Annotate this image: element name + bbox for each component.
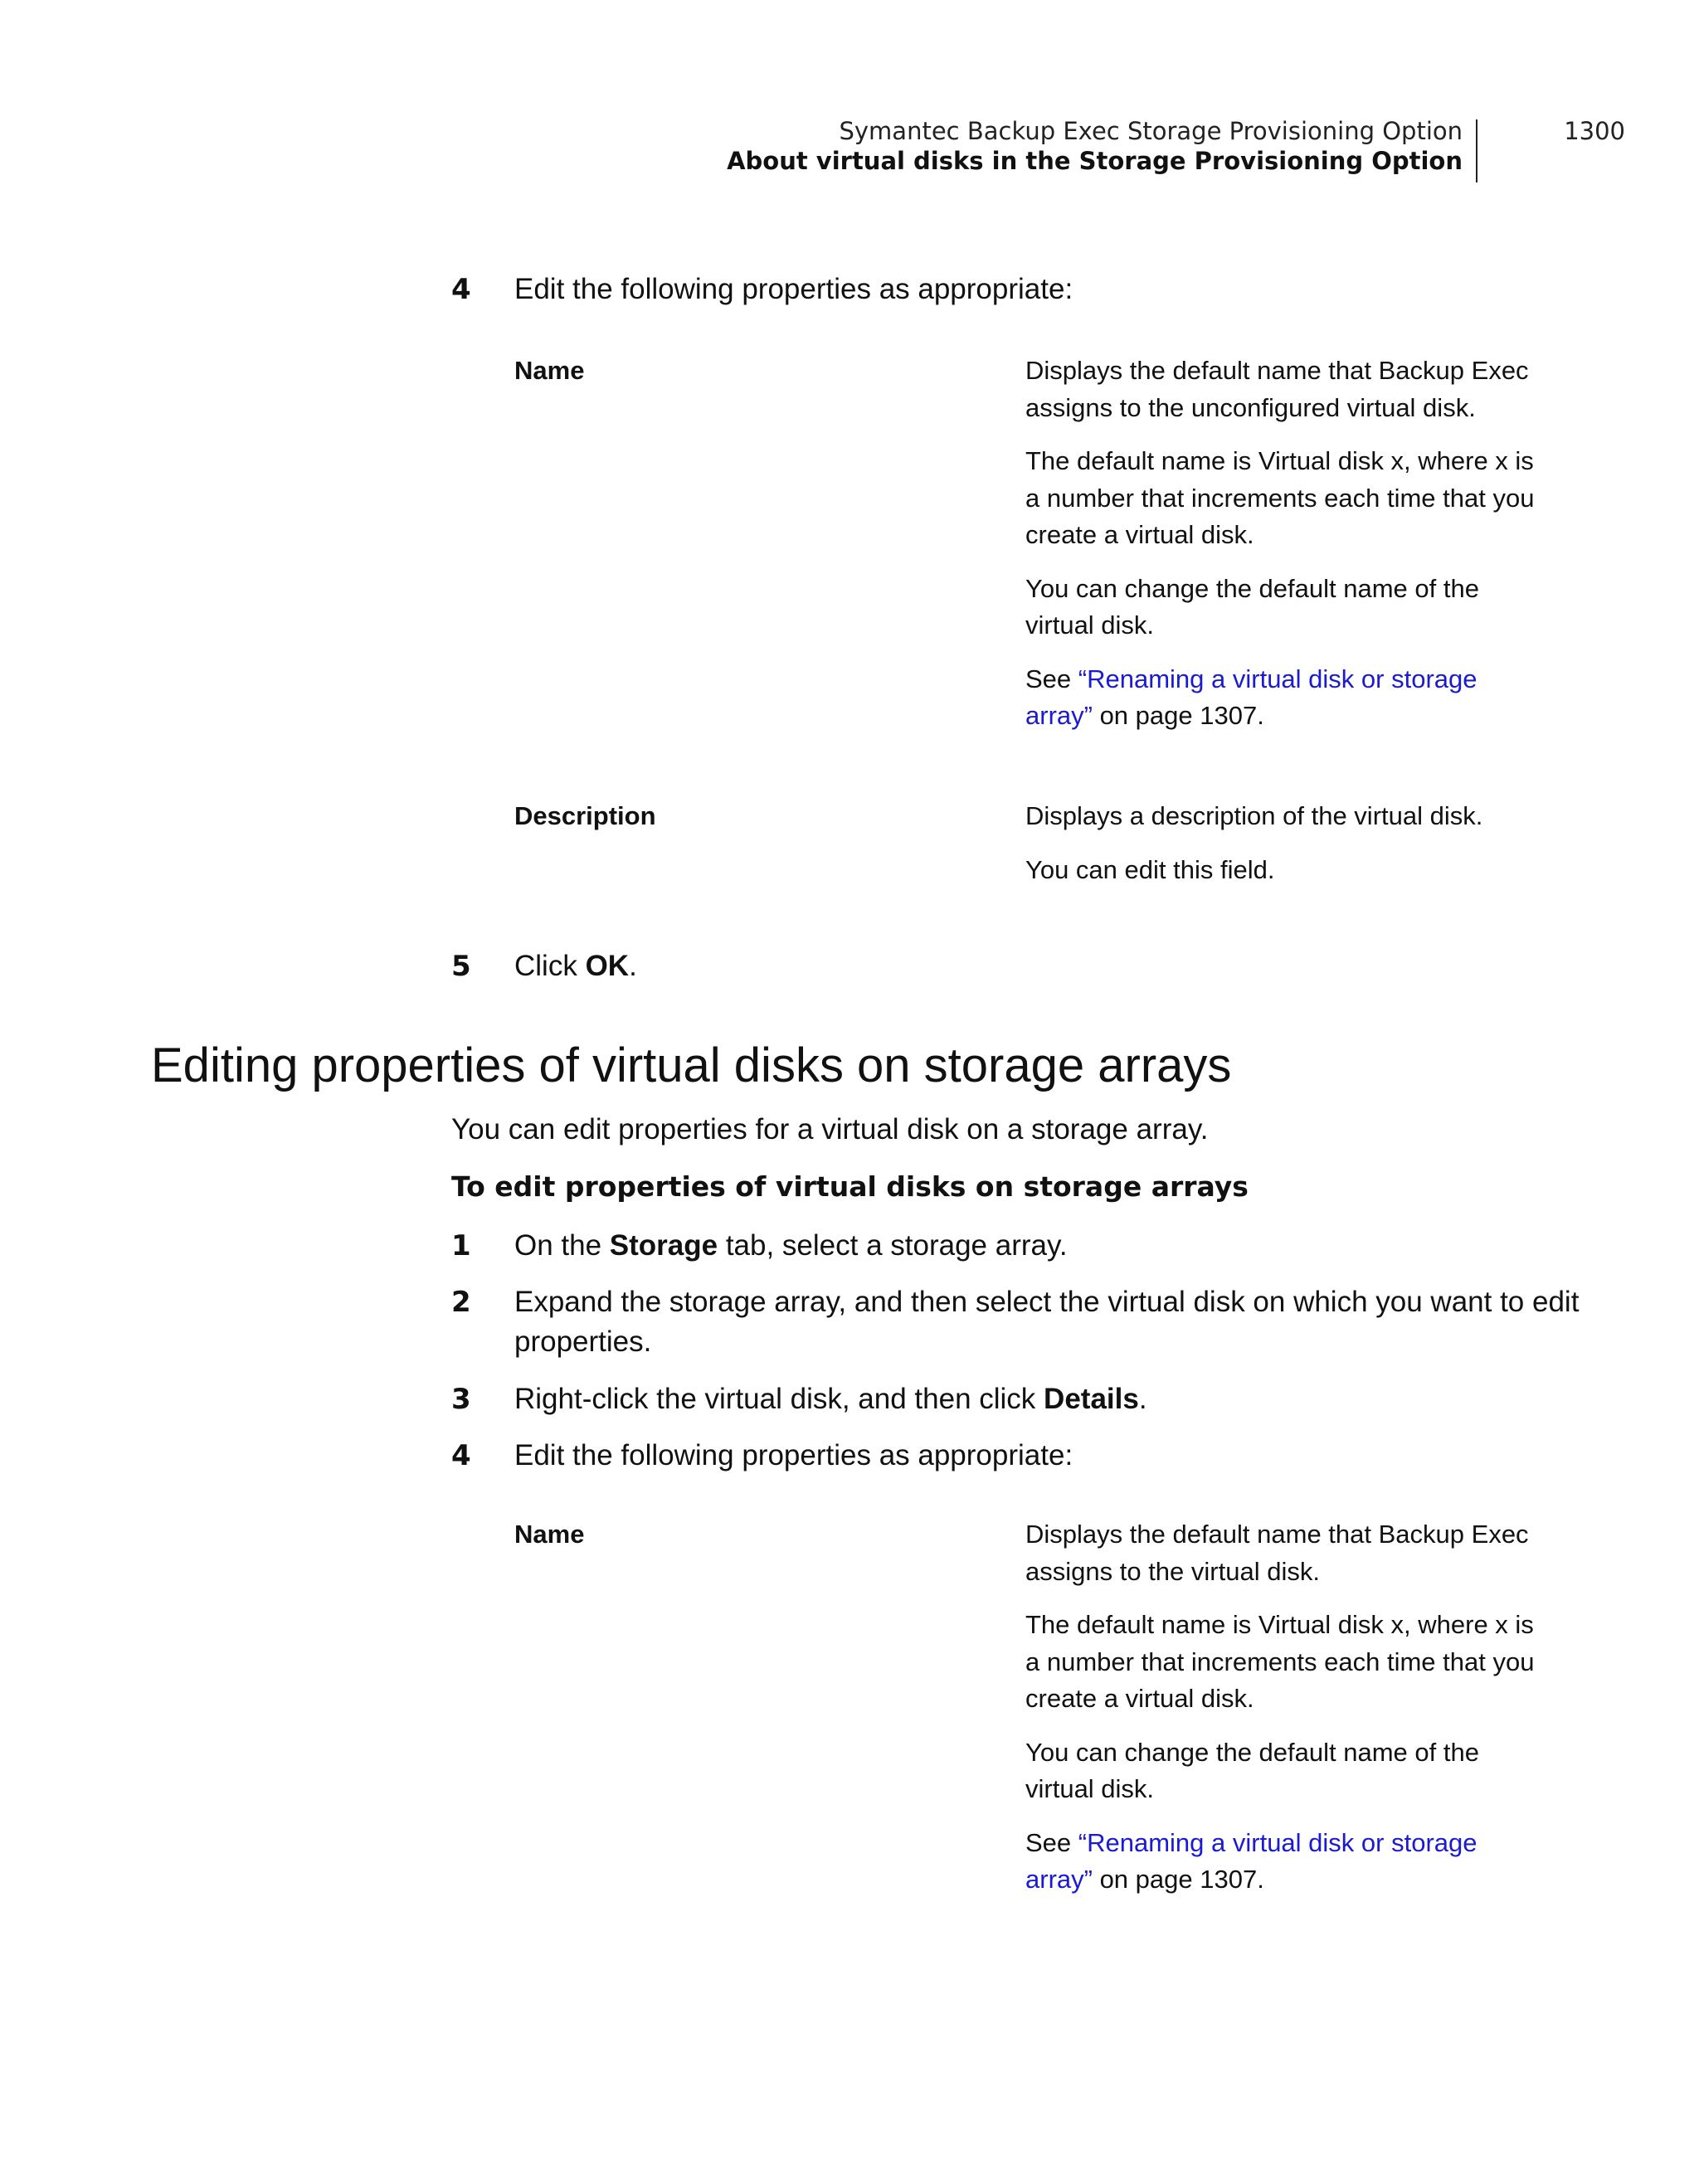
header-chapter-title: Symantec Backup Exec Storage Provisioning Option [839,117,1463,145]
step-text [514,1379,1593,1419]
step-text-prefix: On the [514,1229,610,1262]
page-number: 1300 [1564,117,1625,145]
header-divider [1476,119,1477,182]
see-prefix: See [1025,664,1078,693]
description-paragraph: You can change the default name of the virtual disk. [1025,573,1479,640]
see-also-reference [1025,1825,1548,1899]
section-heading: Editing properties of virtual disks on storage arrays [151,1038,1232,1092]
step-text [514,1226,1593,1266]
ok-ui-label: OK [585,950,630,982]
step-number: 3 [451,1383,471,1416]
step-number: 5 [451,950,471,983]
step-text [514,946,1593,986]
description-paragraph: You can edit this field. [1025,854,1275,884]
see-suffix: on page 1307. [1092,701,1264,730]
step-text-suffix: . [1138,1383,1147,1415]
step-text-prefix: Right-click the virtual disk, and then click [514,1383,1044,1415]
see-also-reference [1025,661,1548,735]
cross-reference-link[interactable]: “Renaming a virtual disk or storage array” [1025,664,1477,730]
see-prefix: See [1025,1827,1078,1857]
step-text: Edit the following properties as appropriate: [514,1439,1073,1471]
step-number: 4 [451,1439,471,1472]
description-paragraph: You can change the default name of the virtual disk. [1025,1737,1479,1803]
see-suffix: on page 1307. [1092,1865,1264,1894]
description-paragraph: The default name is Virtual disk x, where x is a number that increments each time that you create a virtual disk. [1025,446,1535,549]
property-description-name [1025,1516,1548,1915]
details-ui-label: Details [1044,1383,1139,1415]
procedure-title: To edit properties of virtual disks on storage arrays [451,1170,1249,1203]
description-paragraph: The default name is Virtual disk x, where x is a number that increments each time that you create a virtual disk. [1025,1610,1535,1713]
description-paragraph: Displays the default name that Backup Exec assigns to the unconfigured virtual disk. [1025,356,1529,422]
step-number: 2 [451,1286,471,1319]
description-paragraph: Displays the default name that Backup Exec assigns to the virtual disk. [1025,1520,1529,1586]
header-titles [727,116,1463,176]
section-intro: You can edit properties for a virtual disk on a storage array. [451,1113,1209,1146]
property-label-name: Name [514,356,585,385]
step-text-prefix: Click [514,950,586,982]
header-section-title: About virtual disks in the Storage Provisioning Option [727,147,1463,175]
description-paragraph: Displays a description of the virtual disk. [1025,801,1483,830]
property-description-description [1025,798,1548,905]
step-text: Expand the storage array, and then select the virtual disk on which you want to edit properties. [514,1286,1580,1358]
step-number: 1 [451,1229,471,1262]
storage-ui-label: Storage [609,1229,718,1262]
step-number: 4 [451,273,471,306]
property-description-name [1025,353,1548,752]
step-text-suffix: . [629,950,637,982]
step-text: Edit the following properties as appropriate: [514,273,1073,305]
cross-reference-link[interactable]: “Renaming a virtual disk or storage array” [1025,1827,1477,1894]
property-label-description: Description [514,801,656,830]
step-text-suffix: tab, select a storage array. [718,1229,1068,1262]
property-label-name: Name [514,1520,585,1549]
